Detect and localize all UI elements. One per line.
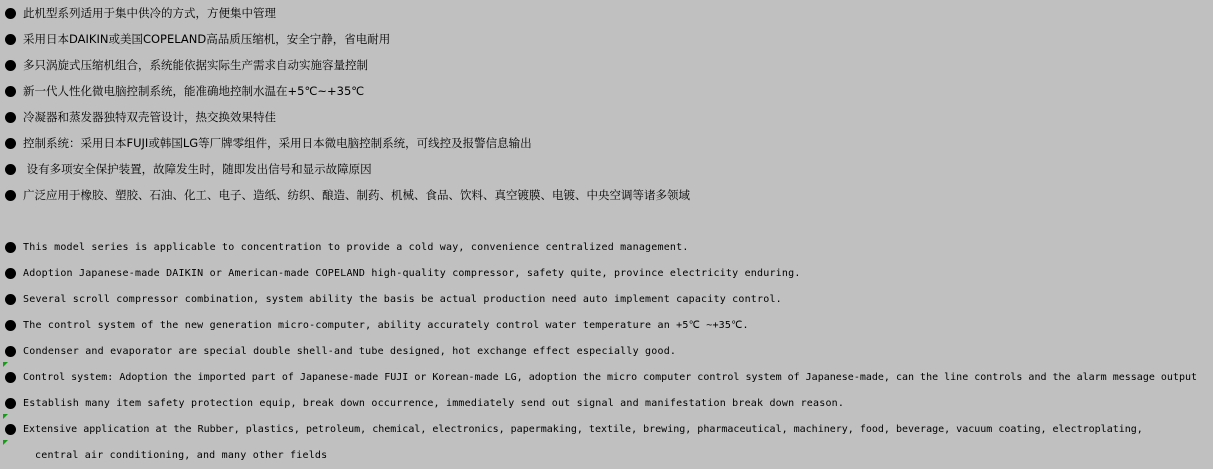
feature-text-en: Extensive application at the Rubber, plastics, petroleum, chemical, electronics, papermaking, textile, brewing, pharmaceutical, machinery, food, beverage, vacuum coating, electroplating, — [23, 423, 1143, 435]
feature-text-en: Condenser and evaporator are special double shell-and tube designed, hot exchange effect especially good. — [23, 345, 677, 357]
list-item — [5, 237, 689, 257]
feature-text-cn: 设有多项安全保护装置，故障发生时，随即发出信号和显示故障原因 — [23, 162, 372, 176]
bullet-icon — [5, 372, 16, 383]
list-item — [5, 367, 1197, 387]
feature-text-en: The control system of the new generation micro-computer, ability accurately control water temperature an +5℃ ~+35℃. — [23, 319, 749, 331]
bullet-icon — [5, 294, 16, 305]
cell-marker-icon — [3, 362, 8, 367]
list-item — [5, 29, 390, 49]
list-item — [5, 393, 844, 413]
feature-text-cn: 采用日本DAIKIN或美国COPELAND高品质压缩机，安全宁静，省电耐用 — [23, 32, 391, 46]
list-item — [5, 133, 532, 153]
bullet-icon — [5, 242, 16, 253]
feature-text-en: Control system: Adoption the imported part of Japanese-made FUJI or Korean-made LG, adoption the micro computer control system of Japanese-made, can the line controls and the alarm message output — [23, 371, 1197, 383]
feature-text-en: Several scroll compressor combination, system ability the basis be actual production need auto implement capacity control. — [23, 293, 782, 305]
feature-text-en: central air conditioning, and many other fields — [35, 449, 328, 461]
feature-text-en: This model series is applicable to concentration to provide a cold way, convenience centralized management. — [23, 241, 689, 253]
cell-marker-icon — [3, 414, 8, 419]
bullet-icon — [5, 424, 16, 435]
bullet-icon — [5, 8, 16, 19]
feature-text-cn: 控制系统：采用日本FUJI或韩国LG等厂牌零组件，采用日本微电脑控制系统，可线控及报警信息输出 — [23, 136, 532, 150]
bullet-icon — [5, 346, 16, 357]
feature-text-cn: 广泛应用于橡胶、塑胶、石油、化工、电子、造纸、纺织、酿造、制药、机械、食品、饮料、真空镀膜、电镀、中央空调等诸多领域 — [23, 188, 690, 202]
bullet-icon — [5, 60, 16, 71]
list-item — [5, 341, 676, 361]
feature-text-cn: 多只涡旋式压缩机组合，系统能依据实际生产需求自动实施容量控制 — [23, 58, 368, 72]
bullet-icon — [5, 138, 16, 149]
list-item — [5, 159, 372, 179]
feature-text-cn: 新一代人性化微电脑控制系统，能准确地控制水温在+5℃~+35℃ — [23, 84, 365, 98]
list-item — [5, 81, 364, 101]
list-item-continuation — [35, 445, 327, 465]
feature-text-cn: 冷凝器和蒸发器独特双壳管设计，热交换效果特佳 — [23, 110, 276, 124]
bullet-icon — [5, 164, 16, 175]
bullet-icon — [5, 398, 16, 409]
list-item — [5, 419, 1143, 439]
feature-text-cn: 此机型系列适用于集中供冷的方式，方便集中管理 — [23, 6, 276, 20]
list-item — [5, 55, 368, 75]
bullet-icon — [5, 190, 16, 201]
bullet-icon — [5, 112, 16, 123]
list-item — [5, 263, 801, 283]
list-item — [5, 315, 749, 335]
bullet-icon — [5, 268, 16, 279]
list-item — [5, 289, 782, 309]
bullet-icon — [5, 34, 16, 45]
feature-text-en: Establish many item safety protection equip, break down occurrence, immediately send out signal and manifestation break down reason. — [23, 397, 845, 409]
feature-text-en: Adoption Japanese-made DAIKIN or American-made COPELAND high-quality compressor, safety quite, province electricity enduring. — [23, 267, 801, 279]
bullet-icon — [5, 320, 16, 331]
bullet-icon — [5, 86, 16, 97]
list-item — [5, 3, 276, 23]
cell-marker-icon — [3, 440, 8, 445]
list-item — [5, 185, 690, 205]
list-item — [5, 107, 276, 127]
